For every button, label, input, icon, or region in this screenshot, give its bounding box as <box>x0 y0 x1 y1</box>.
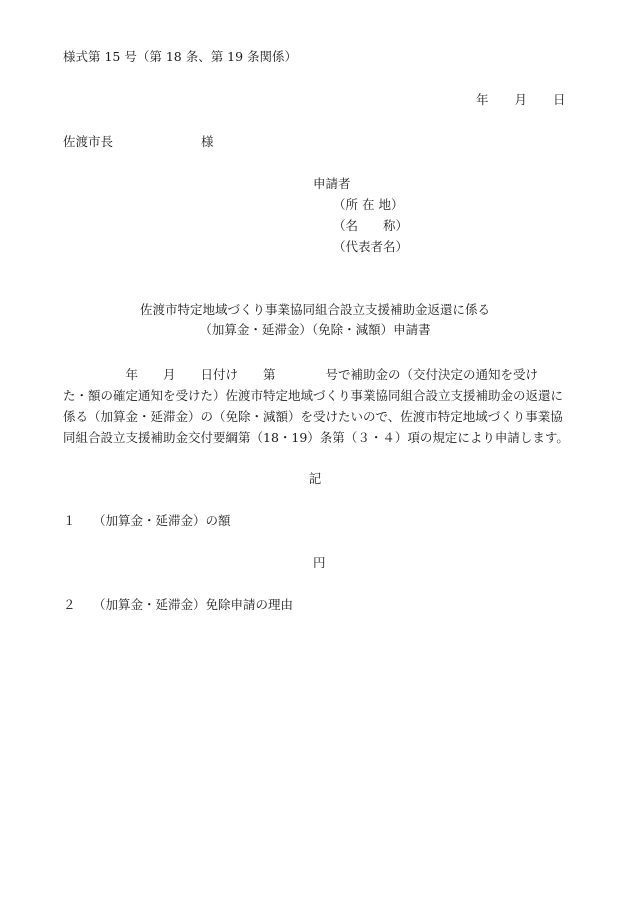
body-line-1: 年 月 日付け 第 号で補助金の（交付決定の通知を受け <box>63 367 539 382</box>
addressee-honorific: 様 <box>201 134 214 149</box>
body-line-3: 係る（加算金・延滞金）の（免除・減額）を受けたいので、佐渡市特定地域づくり事業協 <box>63 409 563 424</box>
date-day: 日 <box>553 92 566 107</box>
document-title-line-2: （加算金・延滞金）（免除・減額）申請書 <box>199 322 431 337</box>
item-2-label: （加算金・延滞金）免除申請の理由 <box>93 597 294 612</box>
item-1 <box>63 513 231 529</box>
record-heading: 記 <box>308 471 322 486</box>
addressee-name: 佐渡市長 <box>63 134 114 149</box>
form-number: 様式第 15 号（第 18 条、第 19 条関係） <box>63 49 298 64</box>
item-2-number: ２ <box>63 597 76 612</box>
item-1-label: （加算金・延滞金）の額 <box>93 513 231 528</box>
addressee <box>63 134 214 150</box>
applicant-name-label: （名 称） <box>333 218 409 233</box>
document-title-line-1: 佐渡市特定地域づくり事業協同組合設立支援補助金返還に係る <box>139 302 490 317</box>
body-line-2: た・額の確定通知を受けた）佐渡市特定地域づくり事業協同組合設立支援補助金の返還に <box>63 388 564 403</box>
date-year: 年 <box>476 92 489 107</box>
applicant-label: 申請者 <box>313 176 351 191</box>
item-1-number: １ <box>63 513 76 528</box>
yen-unit: 円 <box>313 555 326 570</box>
application-body <box>63 364 568 448</box>
applicant-representative-label: （代表者名） <box>333 239 409 254</box>
date-line <box>476 92 566 108</box>
body-line-4: 同組合設立支援補助金交付要綱第（18・19）条第（３・４）項の規定により申請します。 <box>63 430 569 445</box>
date-month: 月 <box>514 92 528 107</box>
item-2 <box>63 597 293 613</box>
applicant-address-label: （所 在 地） <box>333 197 404 212</box>
